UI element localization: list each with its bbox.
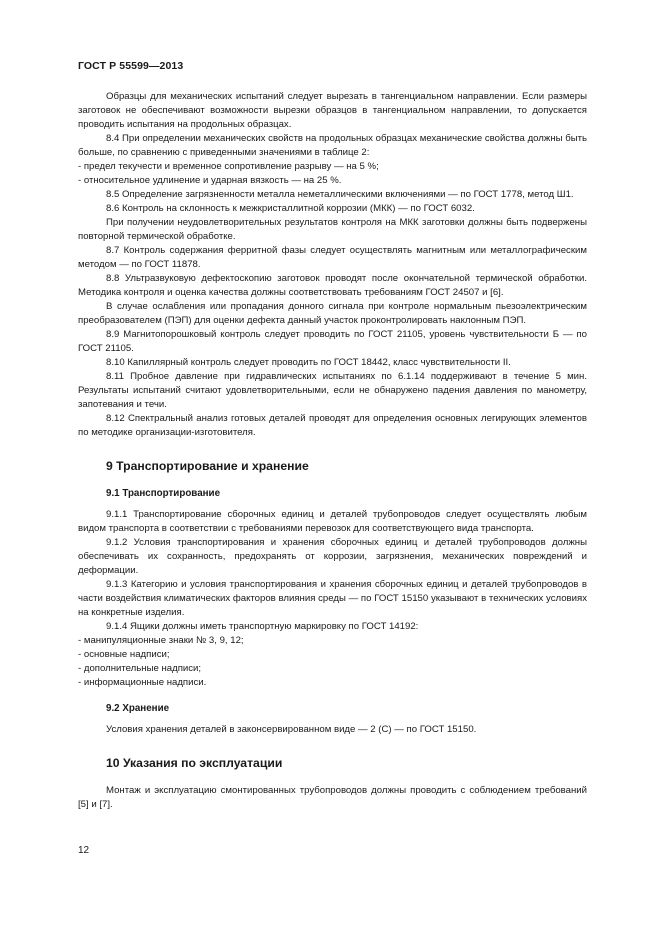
section-9-title: 9 Транспортирование и хранение [106, 459, 309, 473]
subsection-9-1-title: 9.1 Транспортирование [106, 488, 221, 499]
paragraph: 8.9 Магнитопорошковый контроль следует проводить по ГОСТ 21105, уровень чувствительности Б — по ГОСТ 21105. [78, 329, 587, 354]
page-number: 12 [78, 845, 90, 856]
paragraph: 9.1.2 Условия транспортирования и хранения сборочных единиц и деталей трубопроводов должны обеспечивать их сохранность, предохранять от коррозии, загрязнения, механических повреждений и деформации. [78, 537, 587, 576]
paragraph: 8.6 Контроль на склонность к межкристаллитной коррозии (МКК) — по ГОСТ 6032. [106, 203, 475, 214]
list-item: - информационные надписи. [78, 677, 207, 688]
paragraph: 8.11 Пробное давление при гидравлических испытаниях по 6.1.14 поддерживают в течение 5 мин. Результаты испытаний считают удовлетворительными, если не обнаружено падения давления по манометру, запотевания и течи. [78, 371, 587, 410]
paragraph: 8.10 Капиллярный контроль следует проводить по ГОСТ 18442, класс чувствительности II. [106, 357, 511, 368]
paragraph: 8.7 Контроль содержания ферритной фазы следует осуществлять магнитным или металлографическим методом — по ГОСТ 11878. [78, 245, 587, 270]
paragraph: 9.1.1 Транспортирование сборочных единиц и деталей трубопроводов следует осуществлять любым видом транспорта в соответствии с требованиями перевозок для соответствующего вида транспорта. [78, 509, 587, 534]
paragraph: В случае ослабления или пропадания донного сигнала при контроле нормальным пьезоэлектрическим преобразователем (ПЭП) для оценки дефекта данный участок проконтролировать наклонным ПЭП. [78, 301, 587, 326]
paragraph: 8.4 При определении механических свойств на продольных образцах механические свойства должны быть больше, по сравнению с приведенными значениями в таблице 2: [78, 133, 587, 158]
paragraph: Условия хранения деталей в законсервированном виде — 2 (С) — по ГОСТ 15150. [106, 724, 477, 735]
paragraph: 8.8 Ультразвуковую дефектоскопию заготовок проводят после окончательной термической обработки. Методика контроля и оценка качества должны соответствовать требованиям ГОСТ 24507 и [6]. [78, 273, 587, 298]
paragraph: 8.12 Спектральный анализ готовых деталей проводят для определения основных легирующих элементов по методике организации-изготовителя. [78, 413, 587, 438]
paragraph: 9.1.4 Ящики должны иметь транспортную маркировку по ГОСТ 14192: [106, 621, 419, 632]
list-item: - дополнительные надписи; [78, 663, 202, 674]
paragraph: 9.1.3 Категорию и условия транспортирования и хранения сборочных единиц и деталей трубопроводов в части воздействия климатических факторов влияния среды — по ГОСТ 15150 указывают в технических условиях на конкретные изделия. [78, 579, 587, 618]
list-item: - предел текучести и временное сопротивление разрыву — на 5 %; [78, 161, 379, 172]
section-10-title: 10 Указания по эксплуатации [106, 756, 283, 770]
paragraph: При получении неудовлетворительных результатов контроля на МКК заготовки должны быть подвержены повторной термической обработке. [78, 217, 587, 242]
subsection-9-2-title: 9.2 Хранение [106, 703, 170, 714]
list-item: - относительное удлинение и ударная вязкость — на 25 %. [78, 175, 342, 186]
paragraph: 8.5 Определение загрязненности металла неметаллическими включениями — по ГОСТ 1778, метод Ш1. [106, 189, 574, 200]
paragraph: Монтаж и эксплуатацию смонтированных трубопроводов должны проводить с соблюдением требований [5] и [7]. [78, 785, 587, 810]
document-header: ГОСТ Р 55599—2013 [78, 60, 184, 72]
page-content [78, 90, 587, 812]
paragraph: Образцы для механических испытаний следует вырезать в тангенциальном направлении. Если размеры заготовок не обеспечивают возможности вырезки образцов в тангенциальном направлении, то допускается проводить испытания на продольных образцах. [78, 91, 587, 130]
list-item: - основные надписи; [78, 649, 170, 660]
list-item: - манипуляционные знаки № 3, 9, 12; [78, 635, 244, 646]
